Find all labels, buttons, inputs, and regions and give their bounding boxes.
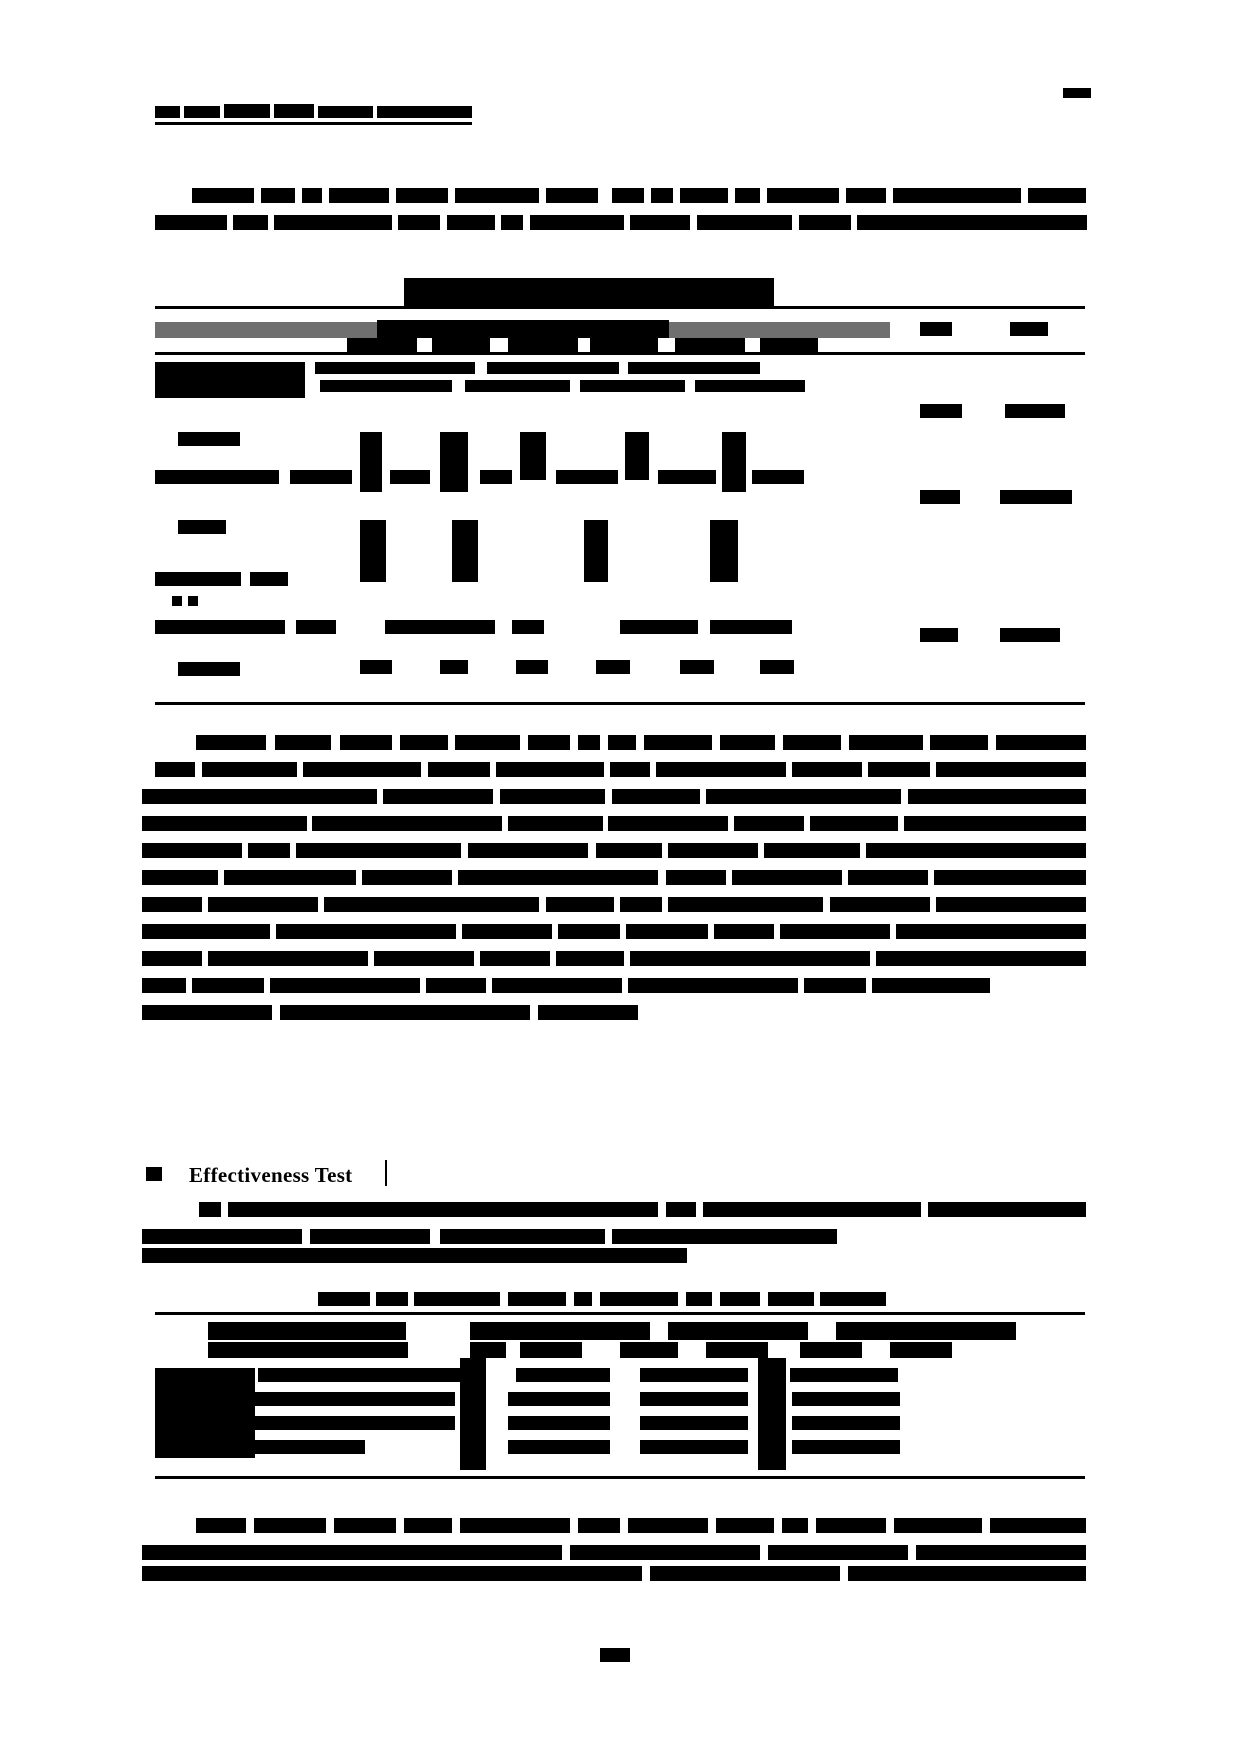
closing-paragraph-line bbox=[0, 1518, 1240, 1533]
table-one-row-cell bbox=[172, 596, 182, 606]
header-corner-mark bbox=[1063, 88, 1091, 98]
table-one-header-redaction bbox=[1010, 322, 1048, 336]
table-one-row-cell bbox=[1005, 404, 1065, 418]
table-two-header-cell bbox=[668, 1322, 808, 1340]
table-one-row-cell bbox=[360, 432, 382, 492]
table-two-row-cell bbox=[792, 1416, 900, 1430]
body-paragraph-line bbox=[0, 789, 1240, 804]
table-one-header-redaction bbox=[404, 278, 774, 306]
table-two-row-cell bbox=[758, 1358, 786, 1470]
table-one-row-cell bbox=[596, 660, 630, 674]
table-two-caption-redaction bbox=[508, 1292, 566, 1306]
table-one-row-cell bbox=[487, 362, 619, 374]
table-one-row-label bbox=[178, 662, 240, 676]
table-one-row-cell bbox=[658, 470, 716, 484]
table-one-row-cell bbox=[920, 404, 962, 418]
table-two-row-cell bbox=[640, 1368, 748, 1382]
table-one-row-cell bbox=[465, 380, 570, 392]
page-title-redaction bbox=[184, 106, 220, 118]
page-title-redaction bbox=[318, 106, 373, 118]
table-one-row-label bbox=[178, 432, 240, 446]
table-two-caption-redaction bbox=[820, 1292, 886, 1306]
body-paragraph-line bbox=[0, 1005, 1240, 1020]
page-title-underline bbox=[155, 122, 472, 125]
table-one-row-cell bbox=[440, 660, 468, 674]
table-two-row-cell bbox=[258, 1368, 476, 1382]
intro-paragraph-line bbox=[0, 188, 1240, 203]
table-two-header-cell bbox=[470, 1342, 506, 1358]
table-one-row-cell bbox=[722, 432, 746, 492]
table-two-header-cell bbox=[836, 1322, 1016, 1340]
effectiveness-test-heading: Effectiveness Test bbox=[189, 1163, 353, 1187]
table-one-row-cell bbox=[1000, 628, 1060, 642]
table-one-row-cell bbox=[752, 470, 804, 484]
table-one-row-cell bbox=[385, 620, 495, 634]
table-two-caption-redaction bbox=[768, 1292, 814, 1306]
body-paragraph-line bbox=[0, 951, 1240, 966]
table-two-row-cell bbox=[508, 1392, 610, 1406]
table-one-row-cell bbox=[188, 596, 198, 606]
table-one-row-cell bbox=[520, 432, 546, 480]
table-one-row-cell bbox=[440, 432, 468, 492]
body-paragraph-line bbox=[0, 897, 1240, 912]
body-paragraph-line bbox=[0, 924, 1240, 939]
table-two-header-cell bbox=[706, 1342, 768, 1358]
table-two-row-cell bbox=[640, 1440, 748, 1454]
table-two-header-cell bbox=[208, 1342, 408, 1358]
table-one-row-cell bbox=[155, 470, 279, 484]
table-one-row-cell bbox=[320, 380, 452, 392]
table-one-column-label bbox=[508, 338, 578, 352]
table-one-column-label bbox=[432, 338, 490, 352]
table-one-row-cell bbox=[710, 520, 738, 582]
table-one-row-cell bbox=[290, 470, 352, 484]
table-one-row-cell bbox=[155, 362, 305, 398]
page-title-redaction bbox=[224, 104, 270, 118]
table-one-row-cell bbox=[680, 660, 714, 674]
table-one-header-redaction bbox=[920, 322, 952, 336]
table-one-row-cell bbox=[315, 362, 475, 374]
table-one-row-cell bbox=[620, 620, 698, 634]
table-one-column-label bbox=[760, 338, 818, 352]
table-two-header-cell bbox=[208, 1322, 406, 1340]
table-two-row-cell bbox=[508, 1416, 610, 1430]
body-paragraph-line bbox=[0, 870, 1240, 885]
table-one-row-label bbox=[178, 520, 226, 534]
intro-paragraph-line bbox=[0, 215, 1240, 230]
table-one-row-cell bbox=[710, 620, 792, 634]
table-two-bottom-border bbox=[155, 1476, 1085, 1479]
table-one-row-cell bbox=[480, 470, 512, 484]
table-one-column-label bbox=[347, 338, 417, 352]
table-one-row-cell bbox=[625, 432, 649, 480]
body-paragraph-line bbox=[0, 735, 1240, 750]
table-two-caption-redaction bbox=[600, 1292, 678, 1306]
table-one-row-cell bbox=[155, 620, 285, 634]
table-one-row-cell bbox=[580, 380, 685, 392]
table-one-row-cell bbox=[296, 620, 336, 634]
table-two-caption-redaction bbox=[414, 1292, 500, 1306]
body-paragraph-line bbox=[0, 843, 1240, 858]
page-title-redaction bbox=[274, 104, 314, 118]
table-two-header-cell bbox=[470, 1322, 650, 1340]
table-one-top-border bbox=[155, 306, 1085, 309]
table-two-row-cell bbox=[240, 1416, 455, 1430]
table-one-column-label bbox=[675, 338, 745, 352]
table-two-caption-redaction bbox=[376, 1292, 408, 1306]
effectiveness-paragraph-line bbox=[0, 1229, 1240, 1244]
table-one-row-cell bbox=[155, 572, 241, 586]
body-paragraph-line bbox=[0, 978, 1240, 993]
table-one-row-cell bbox=[628, 362, 760, 374]
table-one-row-cell bbox=[695, 380, 805, 392]
table-two-row-cell bbox=[508, 1440, 610, 1454]
table-two-header-cell bbox=[520, 1342, 582, 1358]
effectiveness-paragraph-line bbox=[0, 1202, 1240, 1217]
table-one-column-label bbox=[590, 338, 658, 352]
table-one-header-redaction bbox=[377, 320, 669, 338]
table-one-row-cell bbox=[360, 660, 392, 674]
table-one-row-cell bbox=[584, 520, 608, 582]
table-two-row-cell bbox=[790, 1368, 898, 1382]
section-bullet-icon bbox=[146, 1167, 162, 1181]
table-one-row-cell bbox=[250, 572, 288, 586]
table-two-header-cell bbox=[800, 1342, 862, 1358]
table-two-row-cell bbox=[516, 1368, 610, 1382]
table-two-caption-redaction bbox=[686, 1292, 712, 1306]
footer-page-number-redaction bbox=[600, 1648, 630, 1662]
table-two-row-cell bbox=[792, 1440, 900, 1454]
table-two-header-cell bbox=[620, 1342, 678, 1358]
table-one-row-cell bbox=[760, 660, 794, 674]
table-two-row-cell bbox=[640, 1416, 748, 1430]
table-two-row-cell bbox=[180, 1440, 208, 1454]
table-two-header-cell bbox=[890, 1342, 952, 1358]
table-one-row-cell bbox=[360, 520, 386, 582]
table-one-header-rule bbox=[155, 352, 1085, 355]
table-two-caption-redaction bbox=[720, 1292, 760, 1306]
table-two-caption-redaction bbox=[574, 1292, 592, 1306]
page-title-redaction bbox=[155, 106, 180, 118]
table-one-row-cell bbox=[920, 490, 960, 504]
table-one-bottom-border bbox=[155, 702, 1085, 705]
table-two-top-border bbox=[155, 1312, 1085, 1315]
closing-paragraph-line bbox=[0, 1566, 1240, 1581]
body-paragraph-line bbox=[0, 762, 1240, 777]
table-two-caption-redaction bbox=[318, 1292, 370, 1306]
body-paragraph-line bbox=[0, 816, 1240, 831]
table-one-row-cell bbox=[1000, 490, 1072, 504]
text-caret bbox=[385, 1160, 387, 1186]
table-one-row-cell bbox=[452, 520, 478, 582]
table-two-row-cell bbox=[255, 1440, 365, 1454]
table-two-row-cell bbox=[460, 1358, 486, 1470]
table-two-row-cell bbox=[792, 1392, 900, 1406]
closing-paragraph-line bbox=[0, 1545, 1240, 1560]
table-one-row-cell bbox=[516, 660, 548, 674]
table-one-row-cell bbox=[390, 470, 430, 484]
table-two-row-cell bbox=[640, 1392, 748, 1406]
page-title-redaction bbox=[377, 106, 472, 118]
effectiveness-paragraph-line bbox=[0, 1248, 1240, 1263]
table-one-row-cell bbox=[512, 620, 544, 634]
table-one-row-cell bbox=[556, 470, 618, 484]
table-two-row-cell bbox=[240, 1392, 455, 1406]
table-two-row-cell bbox=[216, 1440, 246, 1454]
table-one-row-cell bbox=[920, 628, 958, 642]
